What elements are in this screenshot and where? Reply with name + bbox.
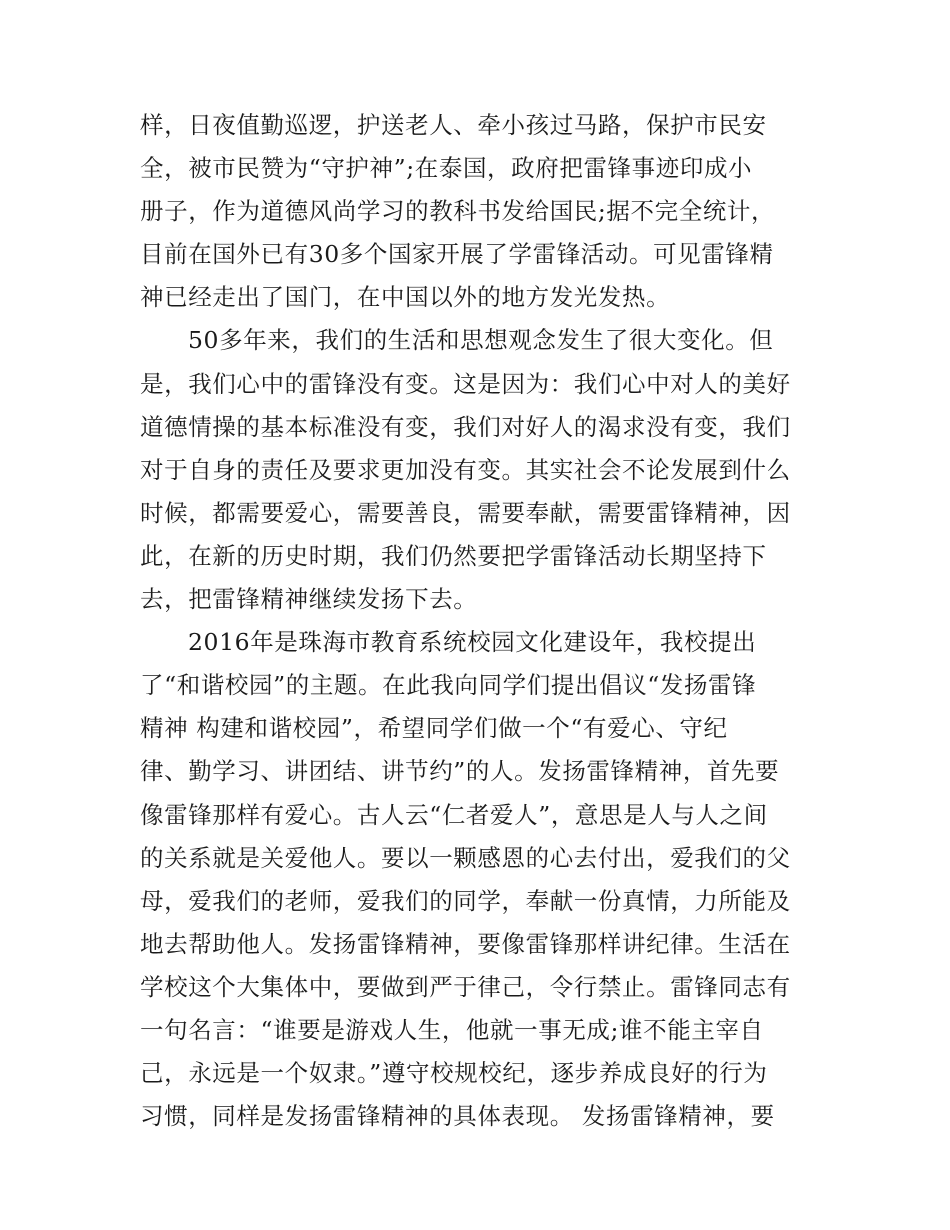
text-line: 对于自身的责任及要求更加没有变。其实社会不论发展到什么 — [140, 455, 791, 484]
text-line: 的关系就是关爱他人。要以一颗感恩的心去付出，爱我们的父 — [140, 843, 791, 872]
text-line: 律、勤学习、讲团结、讲节约”的人。发扬雷锋精神，首先要 — [140, 757, 780, 786]
text-line: 了“和谐校园”的主题。在此我向同学们提出倡议“发扬雷锋 — [140, 671, 757, 700]
text-line: 习惯，同样是发扬雷锋精神的具体表现。 发扬雷锋精神，要 — [140, 1102, 775, 1131]
text-line: 地去帮助他人。发扬雷锋精神，要像雷锋那样讲纪律。生活在 — [140, 929, 791, 958]
paragraph-first-line: 2016年是珠海市教育系统校园文化建设年，我校提出 — [188, 628, 757, 657]
text-line: 时候，都需要爱心，需要善良，需要奉献，需要雷锋精神，因 — [140, 498, 791, 527]
text-line: 道德情操的基本标准没有变，我们对好人的渴求没有变，我们 — [140, 412, 791, 441]
text-line: 去，把雷锋精神继续发扬下去。 — [140, 585, 478, 614]
text-line: 神已经走出了国门，在中国以外的地方发光发热。 — [140, 283, 671, 312]
text-line: 精神 构建和谐校园”，希望同学们做一个“有爱心、守纪 — [140, 714, 728, 743]
body-text — [140, 104, 820, 1138]
text-line: 像雷锋那样有爱心。古人云“仁者爱人”，意思是人与人之间 — [140, 800, 768, 829]
text-line: 样，日夜值勤巡逻，护送老人、牵小孩过马路，保护市民安 — [140, 111, 767, 139]
text-line: 全，被市民赞为“守护神”;在泰国，政府把雷锋事迹印成小 — [140, 154, 753, 183]
text-line: 此，在新的历史时期，我们仍然要把学雷锋活动长期坚持下 — [140, 541, 767, 570]
text-line: 母，爱我们的老师，爱我们的同学，奉献一份真情，力所能及 — [140, 886, 791, 915]
paragraph-first-line: 50多年来，我们的生活和思想观念发生了很大变化。但 — [188, 326, 774, 355]
text-line: 是，我们心中的雷锋没有变。这是因为：我们心中对人的美好 — [140, 369, 791, 398]
text-line: 一句名言：“谁要是游戏人生，他就一事无成;谁不能主宰自 — [140, 1015, 764, 1044]
text-line: 册子，作为道德风尚学习的教科书发给国民;据不完全统计， — [140, 197, 776, 226]
text-line: 目前在国外已有30多个国家开展了学雷锋活动。可见雷锋精 — [140, 240, 774, 269]
text-line: 己，永远是一个奴隶。”遵守校规校纪，逐步养成良好的行为 — [140, 1059, 768, 1088]
text-line: 学校这个大集体中，要做到严于律己，令行禁止。雷锋同志有 — [140, 972, 791, 1001]
